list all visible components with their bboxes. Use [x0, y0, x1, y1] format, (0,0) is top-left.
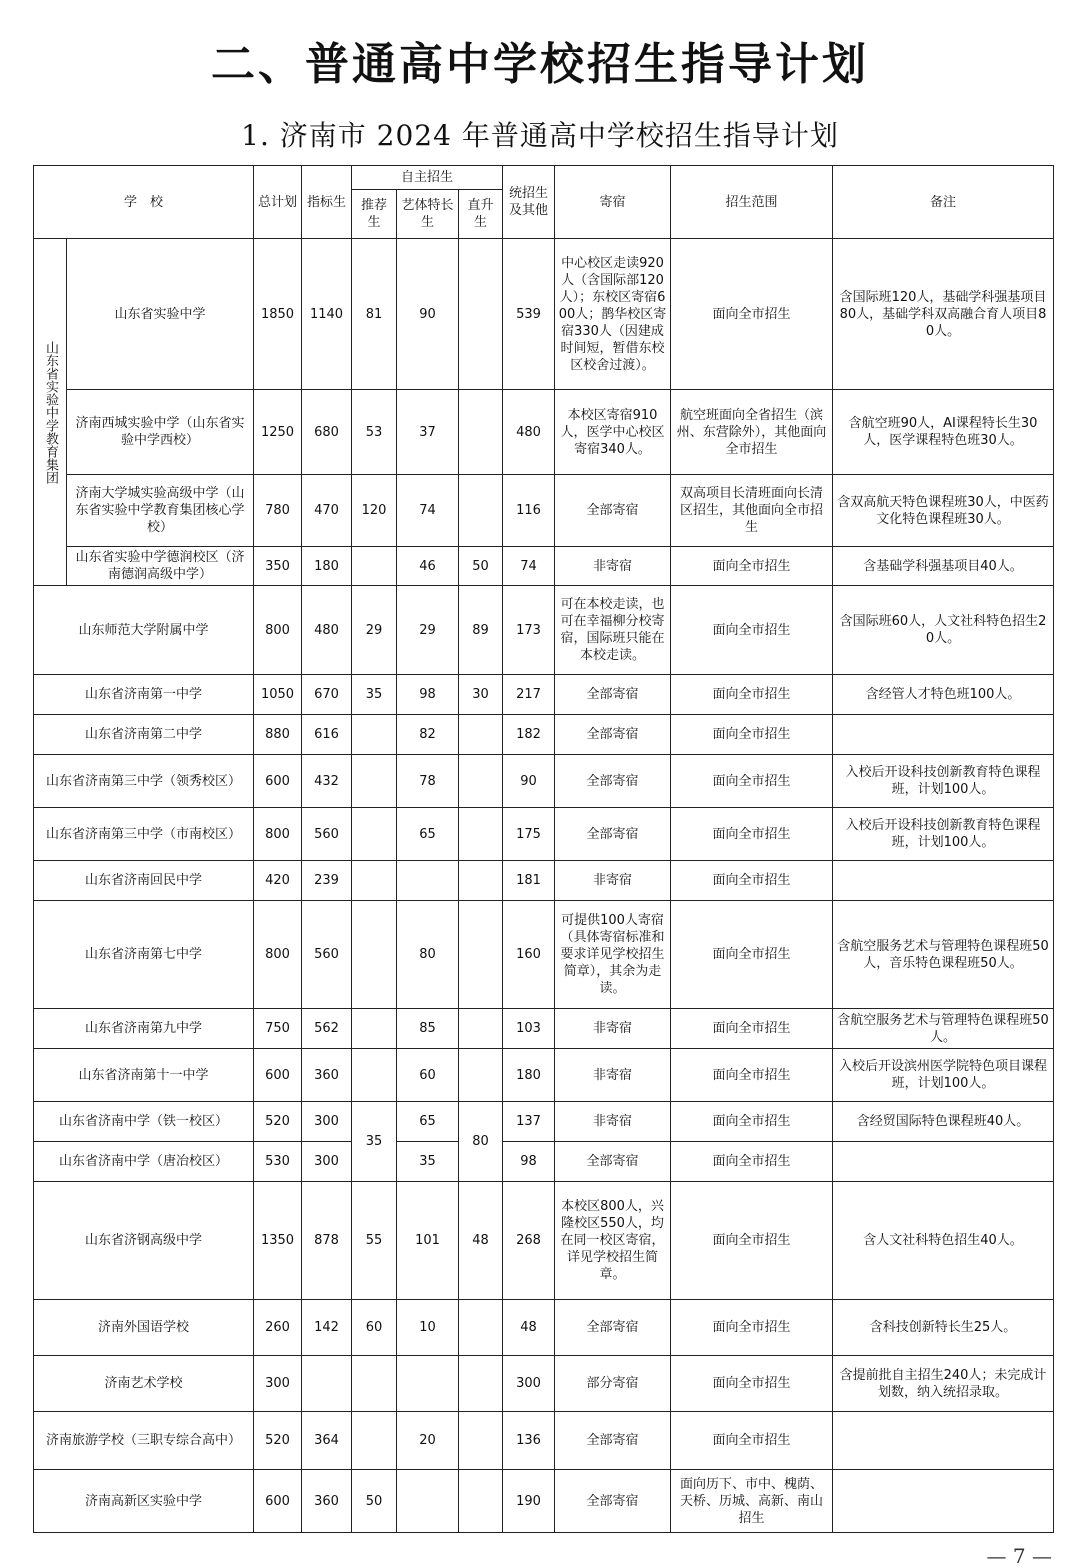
recommend-cell: 53	[352, 390, 397, 475]
unified-cell: 190	[503, 1470, 555, 1533]
note-cell	[833, 1470, 1054, 1533]
scope-cell: 面向全市招生	[671, 1412, 833, 1470]
direct-cell	[459, 755, 503, 808]
art-cell	[397, 1470, 459, 1533]
direct-cell: 89	[459, 586, 503, 675]
note-cell: 含经贸国际特色课程班40人。	[833, 1102, 1054, 1142]
school-name-cell: 山东省济南第一中学	[34, 675, 254, 715]
unified-cell: 136	[503, 1412, 555, 1470]
note-cell: 入校后开设科技创新教育特色课程班，计划100人。	[833, 808, 1054, 861]
note-cell	[833, 715, 1054, 755]
art-cell: 98	[397, 675, 459, 715]
total-cell: 880	[254, 715, 302, 755]
boarding-cell: 全部寄宿	[555, 1142, 671, 1182]
recommend-cell: 55	[352, 1182, 397, 1300]
table-row	[34, 1182, 1054, 1300]
note-cell: 含国际班120人，基础学科强基项目80人，基础学科双高融合育人项目80人。	[833, 239, 1054, 390]
total-cell: 1250	[254, 390, 302, 475]
recommend-cell: 29	[352, 586, 397, 675]
quota-cell: 142	[302, 1300, 352, 1356]
direct-cell: 50	[459, 547, 503, 586]
total-cell: 800	[254, 808, 302, 861]
unified-cell: 175	[503, 808, 555, 861]
note-cell: 含双高航天特色课程班30人，中医药文化特色课程班30人。	[833, 475, 1054, 547]
school-name-cell: 济南西城实验中学（山东省实验中学西校）	[67, 390, 254, 475]
unified-cell: 173	[503, 586, 555, 675]
header-recommend: 推荐生	[352, 190, 397, 239]
boarding-cell: 全部寄宿	[555, 475, 671, 547]
boarding-cell: 非寄宿	[555, 1049, 671, 1102]
boarding-cell: 全部寄宿	[555, 715, 671, 755]
table-row	[34, 1300, 1054, 1356]
direct-cell	[459, 901, 503, 1009]
quota-cell: 300	[302, 1102, 352, 1142]
note-cell: 含经管人才特色班100人。	[833, 675, 1054, 715]
recommend-cell: 35	[352, 675, 397, 715]
school-name-cell: 山东省济南第九中学	[34, 1009, 254, 1049]
unified-cell: 539	[503, 239, 555, 390]
direct-cell	[459, 1049, 503, 1102]
total-cell: 800	[254, 901, 302, 1009]
header-scope: 招生范围	[671, 166, 833, 239]
header-school: 学 校	[34, 166, 254, 239]
art-cell: 37	[397, 390, 459, 475]
note-cell: 含国际班60人，人文社科特色招生20人。	[833, 586, 1054, 675]
quota-cell: 560	[302, 808, 352, 861]
quota-cell: 360	[302, 1049, 352, 1102]
school-name-cell: 山东省济钢高级中学	[34, 1182, 254, 1300]
recommend-cell	[352, 755, 397, 808]
total-cell: 600	[254, 755, 302, 808]
art-cell: 20	[397, 1412, 459, 1470]
unified-cell: 182	[503, 715, 555, 755]
table-row	[34, 861, 1054, 901]
table-row	[34, 675, 1054, 715]
quota-cell: 432	[302, 755, 352, 808]
table-row	[34, 390, 1054, 475]
art-cell: 101	[397, 1182, 459, 1300]
direct-cell	[459, 1009, 503, 1049]
school-name-cell: 济南高新区实验中学	[34, 1470, 254, 1533]
direct-cell	[459, 861, 503, 901]
school-name-cell: 山东省济南第三中学（市南校区）	[34, 808, 254, 861]
art-cell: 74	[397, 475, 459, 547]
quota-cell: 680	[302, 390, 352, 475]
group-label: 山东省实验中学教育集团	[34, 239, 67, 586]
scope-cell: 面向全市招生	[671, 586, 833, 675]
scope-cell: 面向全市招生	[671, 1356, 833, 1412]
boarding-cell: 非寄宿	[555, 861, 671, 901]
total-cell: 780	[254, 475, 302, 547]
unified-cell: 268	[503, 1182, 555, 1300]
recommend-cell	[352, 861, 397, 901]
note-cell: 含航空班90人，AI课程特长生30人，医学课程特色班30人。	[833, 390, 1054, 475]
table-row	[34, 1412, 1054, 1470]
art-cell: 82	[397, 715, 459, 755]
total-cell: 1850	[254, 239, 302, 390]
school-name-cell: 山东省济南第七中学	[34, 901, 254, 1009]
scope-cell: 面向全市招生	[671, 1182, 833, 1300]
school-name-cell: 山东省济南第三中学（领秀校区）	[34, 755, 254, 808]
header-boarding: 寄宿	[555, 166, 671, 239]
quota-cell: 364	[302, 1412, 352, 1470]
header-quota: 指标生	[302, 166, 352, 239]
direct-cell	[459, 1412, 503, 1470]
total-cell: 520	[254, 1412, 302, 1470]
boarding-cell: 全部寄宿	[555, 1300, 671, 1356]
unified-cell: 74	[503, 547, 555, 586]
note-cell: 入校后开设科技创新教育特色课程班，计划100人。	[833, 755, 1054, 808]
quota-cell: 360	[302, 1470, 352, 1533]
school-name-cell: 山东省济南中学（铁一校区）	[34, 1102, 254, 1142]
scope-cell: 面向全市招生	[671, 239, 833, 390]
school-name-cell: 山东省实验中学德润校区（济南德润高级中学）	[67, 547, 254, 586]
document-title: 二、普通高中学校招生指导计划	[211, 39, 869, 90]
table-row	[34, 586, 1054, 675]
scope-cell: 面向全市招生	[671, 901, 833, 1009]
total-cell: 750	[254, 1009, 302, 1049]
direct-cell: 80	[459, 1102, 503, 1182]
total-cell: 600	[254, 1470, 302, 1533]
table-row	[34, 239, 1054, 390]
scope-cell: 面向全市招生	[671, 808, 833, 861]
table-row	[34, 901, 1054, 1009]
table-row	[34, 755, 1054, 808]
total-cell: 520	[254, 1102, 302, 1142]
scope-cell: 面向全市招生	[671, 675, 833, 715]
scope-cell: 双高项目长清班面向长清区招生，其他面向全市招生	[671, 475, 833, 547]
quota-cell: 878	[302, 1182, 352, 1300]
total-cell: 530	[254, 1142, 302, 1182]
header-note: 备注	[833, 166, 1054, 239]
enrollment-plan-table	[33, 165, 1054, 1533]
art-cell: 65	[397, 1102, 459, 1142]
document-subtitle: 1. 济南市 2024 年普通高中学校招生指导计划	[241, 119, 839, 152]
note-cell: 含航空服务艺术与管理特色课程班50人。	[833, 1009, 1054, 1049]
unified-cell: 48	[503, 1300, 555, 1356]
total-cell: 800	[254, 586, 302, 675]
header-unified: 统招生及其他	[503, 166, 555, 239]
unified-cell: 160	[503, 901, 555, 1009]
scope-cell: 面向全市招生	[671, 1009, 833, 1049]
art-cell: 35	[397, 1142, 459, 1182]
art-cell: 29	[397, 586, 459, 675]
table-row	[34, 1142, 1054, 1182]
boarding-cell: 全部寄宿	[555, 1470, 671, 1533]
scope-cell: 面向全市招生	[671, 547, 833, 586]
page-number: — 7 —	[986, 1544, 1052, 1568]
unified-cell: 180	[503, 1049, 555, 1102]
direct-cell	[459, 390, 503, 475]
scope-cell: 航空班面向全省招生（滨州、东营除外），其他面向全市招生	[671, 390, 833, 475]
header-direct: 直升生	[459, 190, 503, 239]
direct-cell	[459, 1356, 503, 1412]
boarding-cell: 本校区寄宿910人，医学中心校区寄宿340人。	[555, 390, 671, 475]
unified-cell: 137	[503, 1102, 555, 1142]
total-cell: 600	[254, 1049, 302, 1102]
art-cell	[397, 861, 459, 901]
recommend-cell: 35	[352, 1102, 397, 1182]
recommend-cell	[352, 1009, 397, 1049]
total-cell: 1350	[254, 1182, 302, 1300]
scope-cell: 面向全市招生	[671, 1102, 833, 1142]
quota-cell: 300	[302, 1142, 352, 1182]
school-name-cell: 济南大学城实验高级中学（山东省实验中学教育集团核心学校）	[67, 475, 254, 547]
unified-cell: 480	[503, 390, 555, 475]
total-cell: 260	[254, 1300, 302, 1356]
scope-cell: 面向历下、市中、槐荫、天桥、历城、高新、南山招生	[671, 1470, 833, 1533]
art-cell: 10	[397, 1300, 459, 1356]
art-cell: 46	[397, 547, 459, 586]
note-cell: 含科技创新特长生25人。	[833, 1300, 1054, 1356]
direct-cell	[459, 1470, 503, 1533]
unified-cell: 217	[503, 675, 555, 715]
direct-cell	[459, 715, 503, 755]
boarding-cell: 可在本校走读，也可在幸福柳分校寄宿，国际班只能在本校走读。	[555, 586, 671, 675]
art-cell: 80	[397, 901, 459, 1009]
table-row	[34, 808, 1054, 861]
note-cell: 含基础学科强基项目40人。	[833, 547, 1054, 586]
scope-cell: 面向全市招生	[671, 1049, 833, 1102]
boarding-cell: 全部寄宿	[555, 675, 671, 715]
note-cell	[833, 1412, 1054, 1470]
direct-cell	[459, 475, 503, 547]
quota-cell: 480	[302, 586, 352, 675]
scope-cell: 面向全市招生	[671, 861, 833, 901]
boarding-cell: 全部寄宿	[555, 755, 671, 808]
recommend-cell: 81	[352, 239, 397, 390]
table-row	[34, 1470, 1054, 1533]
direct-cell: 30	[459, 675, 503, 715]
boarding-cell: 中心校区走读920人（含国际部120人）；东校区寄宿600人；鹊华校区寄宿330人（因建成时间短，暂借东校区校舍过渡）。	[555, 239, 671, 390]
quota-cell: 180	[302, 547, 352, 586]
scope-cell: 面向全市招生	[671, 1300, 833, 1356]
recommend-cell	[352, 1356, 397, 1412]
note-cell: 含提前批自主招生240人；未完成计划数，纳入统招录取。	[833, 1356, 1054, 1412]
art-cell	[397, 1356, 459, 1412]
boarding-cell: 非寄宿	[555, 1009, 671, 1049]
art-cell: 78	[397, 755, 459, 808]
note-cell	[833, 1142, 1054, 1182]
art-cell: 65	[397, 808, 459, 861]
total-cell: 350	[254, 547, 302, 586]
boarding-cell: 全部寄宿	[555, 808, 671, 861]
recommend-cell	[352, 1412, 397, 1470]
header-total: 总计划	[254, 166, 302, 239]
quota-cell: 562	[302, 1009, 352, 1049]
recommend-cell	[352, 901, 397, 1009]
scope-cell: 面向全市招生	[671, 715, 833, 755]
quota-cell: 239	[302, 861, 352, 901]
recommend-cell	[352, 808, 397, 861]
school-name-cell: 山东省济南第二中学	[34, 715, 254, 755]
school-name-cell: 济南旅游学校（三职专综合高中）	[34, 1412, 254, 1470]
recommend-cell	[352, 1049, 397, 1102]
header-self-enrollment: 自主招生	[352, 166, 503, 190]
direct-cell	[459, 239, 503, 390]
recommend-cell	[352, 715, 397, 755]
table-row	[34, 1009, 1054, 1049]
boarding-cell: 非寄宿	[555, 1102, 671, 1142]
recommend-cell	[352, 547, 397, 586]
note-cell: 入校后开设滨州医学院特色项目课程班，计划100人。	[833, 1049, 1054, 1102]
quota-cell: 560	[302, 901, 352, 1009]
school-name-cell: 山东师范大学附属中学	[34, 586, 254, 675]
quota-cell: 470	[302, 475, 352, 547]
boarding-cell: 可提供100人寄宿（具体寄宿标准和要求详见学校招生简章），其余为走读。	[555, 901, 671, 1009]
boarding-cell: 本校区800人，兴隆校区550人，均在同一校区寄宿，详见学校招生简章。	[555, 1182, 671, 1300]
boarding-cell: 非寄宿	[555, 547, 671, 586]
school-name-cell: 山东省实验中学	[67, 239, 254, 390]
note-cell: 含人文社科特色招生40人。	[833, 1182, 1054, 1300]
quota-cell: 670	[302, 675, 352, 715]
school-name-cell: 山东省济南中学（唐冶校区）	[34, 1142, 254, 1182]
unified-cell: 90	[503, 755, 555, 808]
table-row	[34, 715, 1054, 755]
note-cell: 含航空服务艺术与管理特色课程班50人，音乐特色课程班50人。	[833, 901, 1054, 1009]
direct-cell: 48	[459, 1182, 503, 1300]
unified-cell: 300	[503, 1356, 555, 1412]
scope-cell: 面向全市招生	[671, 1142, 833, 1182]
table-row	[34, 547, 1054, 586]
header-art: 艺体特长生	[397, 190, 459, 239]
total-cell: 300	[254, 1356, 302, 1412]
direct-cell	[459, 1300, 503, 1356]
unified-cell: 181	[503, 861, 555, 901]
boarding-cell: 全部寄宿	[555, 1412, 671, 1470]
school-name-cell: 济南艺术学校	[34, 1356, 254, 1412]
table-row	[34, 1049, 1054, 1102]
school-name-cell: 济南外国语学校	[34, 1300, 254, 1356]
recommend-cell: 60	[352, 1300, 397, 1356]
recommend-cell: 50	[352, 1470, 397, 1533]
total-cell: 420	[254, 861, 302, 901]
unified-cell: 103	[503, 1009, 555, 1049]
table-row	[34, 1356, 1054, 1412]
scope-cell: 面向全市招生	[671, 755, 833, 808]
direct-cell	[459, 808, 503, 861]
note-cell	[833, 861, 1054, 901]
school-name-cell: 山东省济南回民中学	[34, 861, 254, 901]
total-cell: 1050	[254, 675, 302, 715]
table-row	[34, 475, 1054, 547]
art-cell: 60	[397, 1049, 459, 1102]
table-row	[34, 1102, 1054, 1142]
unified-cell: 98	[503, 1142, 555, 1182]
unified-cell: 116	[503, 475, 555, 547]
art-cell: 90	[397, 239, 459, 390]
quota-cell: 1140	[302, 239, 352, 390]
quota-cell: 616	[302, 715, 352, 755]
school-name-cell: 山东省济南第十一中学	[34, 1049, 254, 1102]
boarding-cell: 部分寄宿	[555, 1356, 671, 1412]
art-cell: 85	[397, 1009, 459, 1049]
quota-cell	[302, 1356, 352, 1412]
recommend-cell: 120	[352, 475, 397, 547]
